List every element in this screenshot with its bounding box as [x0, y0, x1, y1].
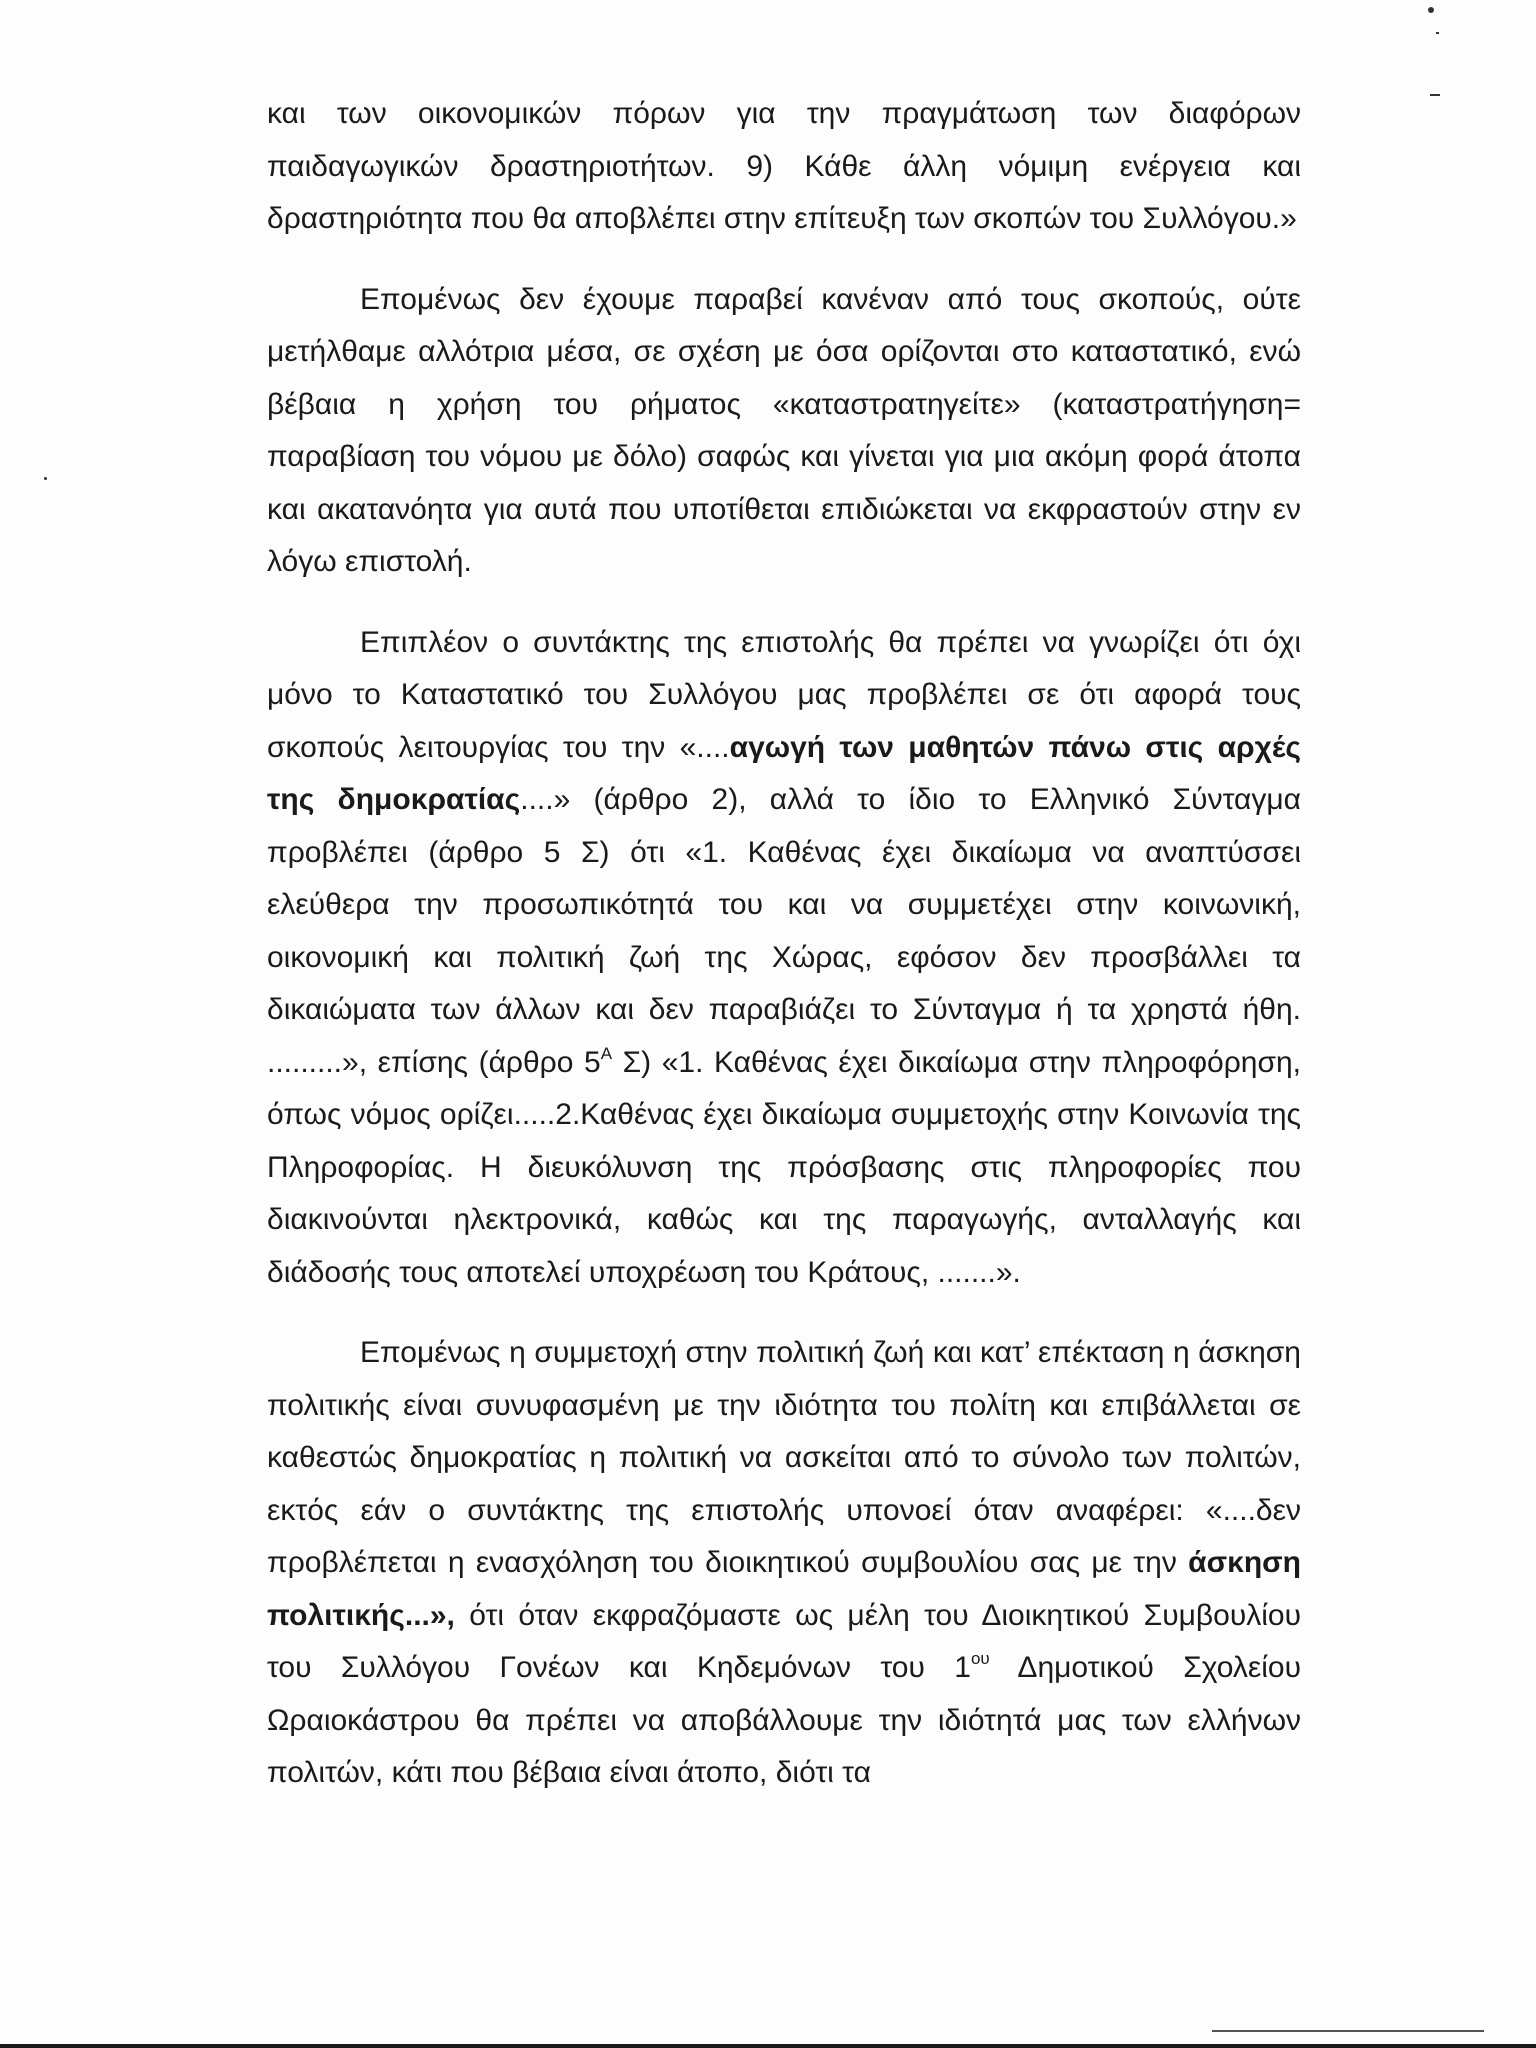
scan-bottom-edge	[0, 2044, 1536, 2048]
paragraph-4-bold-quote: άσκηση πολιτικής...»,	[267, 1546, 1301, 1632]
paragraph-4	[267, 1327, 1301, 1800]
paragraph-3-text-e: Σ) «1. Καθένας έχει δικαίωμα στην πληροφόρηση, όπως νόμος ορίζει.....2.Καθένας έχει δικαίωμα συμμετοχής στην Κοινωνία της Πληροφορίας. Η διευκόλυνση της πρόσβασης στις πληροφορίες που διακινούνται ηλεκτρονικά, καθώς και της παραγωγής, ανταλλαγής και διάδοσής τους αποτελεί υποχρέωση του Κράτους, .......».	[267, 1045, 1301, 1289]
scan-speck	[44, 477, 47, 480]
paragraph-3-text-a: Επιπλέον ο συντάκτης της επιστολής θα πρέπει να γνωρίζει ότι όχι μόνο το Καταστατικό του Συλλόγου μας προβλέπει σε ότι αφορά τους σκοπούς λειτουργίας του την «....	[267, 625, 1301, 764]
document-body	[267, 88, 1301, 1828]
paragraph-2	[267, 274, 1301, 589]
paragraph-3-text-c: ....» (άρθρο 2), αλλά το ίδιο το Ελληνικό Σύνταγμα προβλέπει (άρθρο 5 Σ) ότι «1. Καθένας έχει δικαίωμα να αναπτύσσει ελεύθερα την προσωπικότητά του και να συμμετέχει στην κοινωνική, οικονομική και πολιτική ζωή της Χώρας, εφόσον δεν προσβάλλει τα δικαιώματα των άλλων και δεν παραβιάζει το Σύνταγμα ή τα χρηστά ήθη. .........», επίσης (άρθρο 5	[267, 783, 1301, 1079]
scan-speck	[1428, 7, 1434, 13]
paragraph-4-text-c: ότι όταν εκφραζόμαστε ως μέλη του Διοικητικού Συμβουλίου του Συλλόγου Γονέων και Κηδεμόνων του 1	[267, 1598, 1301, 1684]
paragraph-3	[267, 617, 1301, 1300]
paragraph-4-text-a: Επομένως η συμμετοχή στην πολιτική ζωή και κατ’ επέκταση η άσκηση πολιτικής είναι συνυφασμένη με την ιδιότητα του πολίτη και επιβάλλεται σε καθεστώς δημοκρατίας η πολιτική να ασκείται από το σύνολο των πολιτών, εκτός εάν ο συντάκτης της επιστολής υπονοεί όταν αναφέρει: «....δεν προβλέπεται η ενασχόληση του διοικητικού συμβουλίου σας με την	[267, 1336, 1301, 1579]
paragraph-1-text: και των οικονομικών πόρων για την πραγμάτωση των διαφόρων παιδαγωγικών δραστηριοτήτων. 9) Κάθε άλλη νόμιμη ενέργεια και δραστηριότητα που θα αποβλέπει στην επίτευξη των σκοπών του Συλλόγου.»	[267, 97, 1301, 235]
paragraph-4-superscript: ου	[970, 1649, 990, 1668]
scan-speck	[1430, 94, 1440, 96]
paragraph-4-text-e: Δημοτικού Σχολείου Ωραιοκάστρου θα πρέπει να αποβάλλουμε την ιδιότητά μας των ελλήνων πολιτών, κάτι που βέβαια είναι άτοπο, διότι τα	[267, 1651, 1301, 1789]
paragraph-2-text: Επομένως δεν έχουμε παραβεί κανέναν από τους σκοπούς, ούτε μετήλθαμε αλλότρια μέσα, σε σχέση με όσα ορίζονται στο καταστατικό, ενώ βέβαια η χρήση του ρήματος «καταστρατηγείτε» (καταστρατήγηση= παραβίαση του νόμου με δόλο) σαφώς και γίνεται για μια ακόμη φορά άτοπα και ακατανόητα για αυτά που υποτίθεται επιδιώκεται να εκφραστούν στην εν λόγω επιστολή.	[267, 282, 1301, 578]
paragraph-3-superscript: Α	[600, 1043, 613, 1063]
scan-speck	[1436, 32, 1439, 34]
paragraph-1	[267, 88, 1301, 246]
footer-rule	[1212, 2030, 1484, 2032]
paragraph-3-bold-quote: αγωγή των μαθητών πάνω στις αρχές της δημοκρατίας	[267, 730, 1301, 816]
